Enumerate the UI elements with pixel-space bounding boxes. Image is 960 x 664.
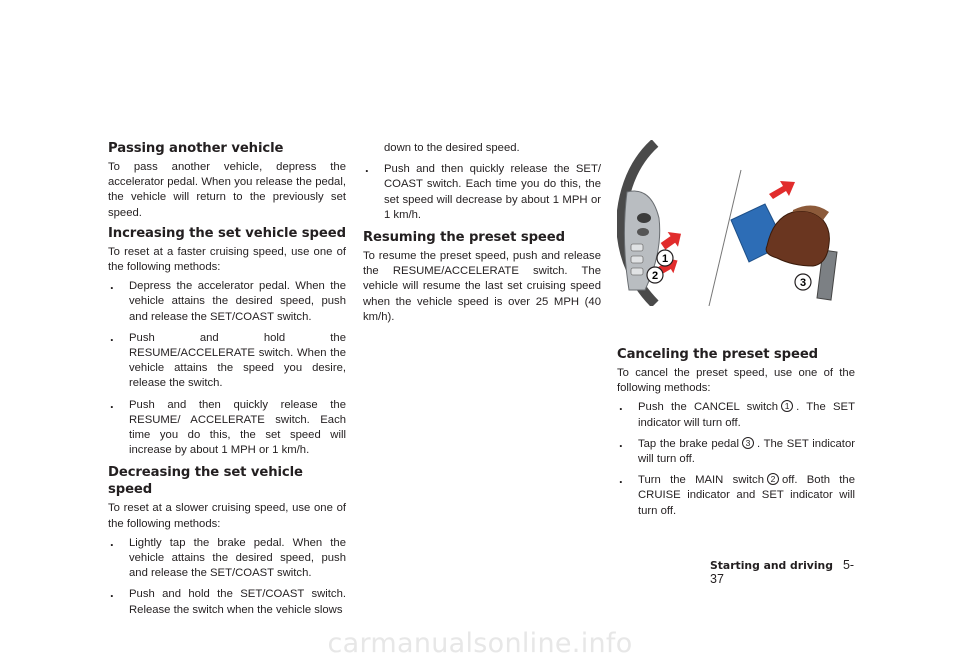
item-text: off. Both the CRUISE indicator and SET indicator will turn off. bbox=[638, 474, 856, 517]
shoe bbox=[766, 211, 829, 266]
item-text: Turn the MAIN switch bbox=[638, 474, 764, 487]
continued-text: down to the desired speed. bbox=[384, 142, 520, 154]
item-text: . The SET indicator will turn off. bbox=[638, 437, 855, 466]
column-left bbox=[108, 140, 346, 624]
svg-text:1: 1 bbox=[661, 253, 669, 265]
switch-button bbox=[637, 228, 649, 236]
item-text: Push the CANCEL switch bbox=[638, 401, 779, 414]
item-text: . The SET indicator will turn off. bbox=[638, 401, 855, 429]
callout-ref-3: 3 bbox=[742, 437, 754, 449]
heading-cancel: Canceling the preset speed bbox=[617, 347, 819, 362]
callout-ref-1: 1 bbox=[781, 400, 793, 412]
decrease-methods-list bbox=[108, 536, 346, 618]
list-item: . Push and then quickly release the RESUME/ ACCELERATE switch. Each time you do this, the set speed will increase by about 1 MPH or 1 km/h. bbox=[108, 398, 346, 459]
arrow-3-icon bbox=[769, 181, 795, 199]
heading-decrease: Decreasing the set vehicle speed bbox=[108, 465, 303, 498]
divider-line bbox=[709, 170, 741, 306]
paragraph-cancel: To cancel the preset speed, use one of the following methods: bbox=[617, 367, 855, 395]
paragraph-decrease: To reset at a slower cruising speed, use one of the following methods: bbox=[108, 502, 346, 530]
paragraph-resume: To resume the preset speed, push and release the RESUME/ACCELERATE switch. The vehicle will resume the last set cruising speed when the vehicle speed is over 25 MPH (40 km/h). bbox=[363, 250, 601, 323]
list-item: . Push and hold the SET/COAST switch. Release the switch when the vehicle slows bbox=[108, 587, 346, 617]
decrease-methods-list-continued bbox=[363, 162, 601, 223]
callout-2 bbox=[647, 267, 663, 283]
watermark: carmanualsonline.info bbox=[327, 628, 633, 659]
page-footer bbox=[710, 558, 860, 586]
column-middle bbox=[363, 141, 601, 329]
paragraph-passing: To pass another vehicle, depress the accelerator pedal. When you release the pedal, the vehicle will return to the previously set speed. bbox=[108, 161, 346, 219]
increase-methods-list bbox=[108, 279, 346, 458]
section-name: Starting and driving bbox=[710, 559, 833, 572]
list-item bbox=[617, 473, 855, 519]
switch-button bbox=[631, 256, 643, 263]
column-right bbox=[617, 346, 855, 525]
list-item: . Depress the accelerator pedal. When the vehicle attains the desired speed, push and release the SET/COAST switch. bbox=[108, 279, 346, 325]
callout-3 bbox=[795, 274, 811, 290]
list-item: . Lightly tap the brake pedal. When the vehicle attains the desired speed, push and release the SET/COAST switch. bbox=[108, 536, 346, 582]
paragraph-increase: To reset at a faster cruising speed, use one of the following methods: bbox=[108, 245, 346, 274]
heading-resume: Resuming the preset speed bbox=[363, 230, 565, 246]
svg-text:3: 3 bbox=[799, 277, 807, 289]
callout-ref-2: 2 bbox=[767, 473, 779, 485]
cancel-methods-list bbox=[617, 400, 855, 518]
switch-button bbox=[637, 213, 651, 223]
switch-button bbox=[631, 244, 643, 251]
list-item bbox=[617, 437, 855, 467]
list-item bbox=[617, 400, 855, 430]
svg-text:2: 2 bbox=[651, 270, 659, 282]
heading-increase: Increasing the set vehicle speed bbox=[108, 225, 346, 241]
heading-passing: Passing another vehicle bbox=[108, 141, 284, 156]
arrow-1-icon bbox=[658, 226, 686, 253]
callout-1 bbox=[657, 250, 673, 266]
cruise-control-illustration bbox=[617, 140, 855, 306]
illustration-svg bbox=[617, 140, 855, 306]
switch-button bbox=[631, 268, 643, 275]
list-item: . Push and then quickly release the SET/ COAST switch. Each time you do this, the set speed will decrease by about 1 MPH or 1 km/h. bbox=[363, 162, 601, 223]
page-number: 5-37 bbox=[710, 558, 855, 586]
item-text: Tap the brake pedal bbox=[638, 437, 739, 450]
list-item: . Push and hold the RESUME/ACCELERATE switch. When the vehicle attains the speed you desire, release the switch. bbox=[108, 331, 346, 392]
